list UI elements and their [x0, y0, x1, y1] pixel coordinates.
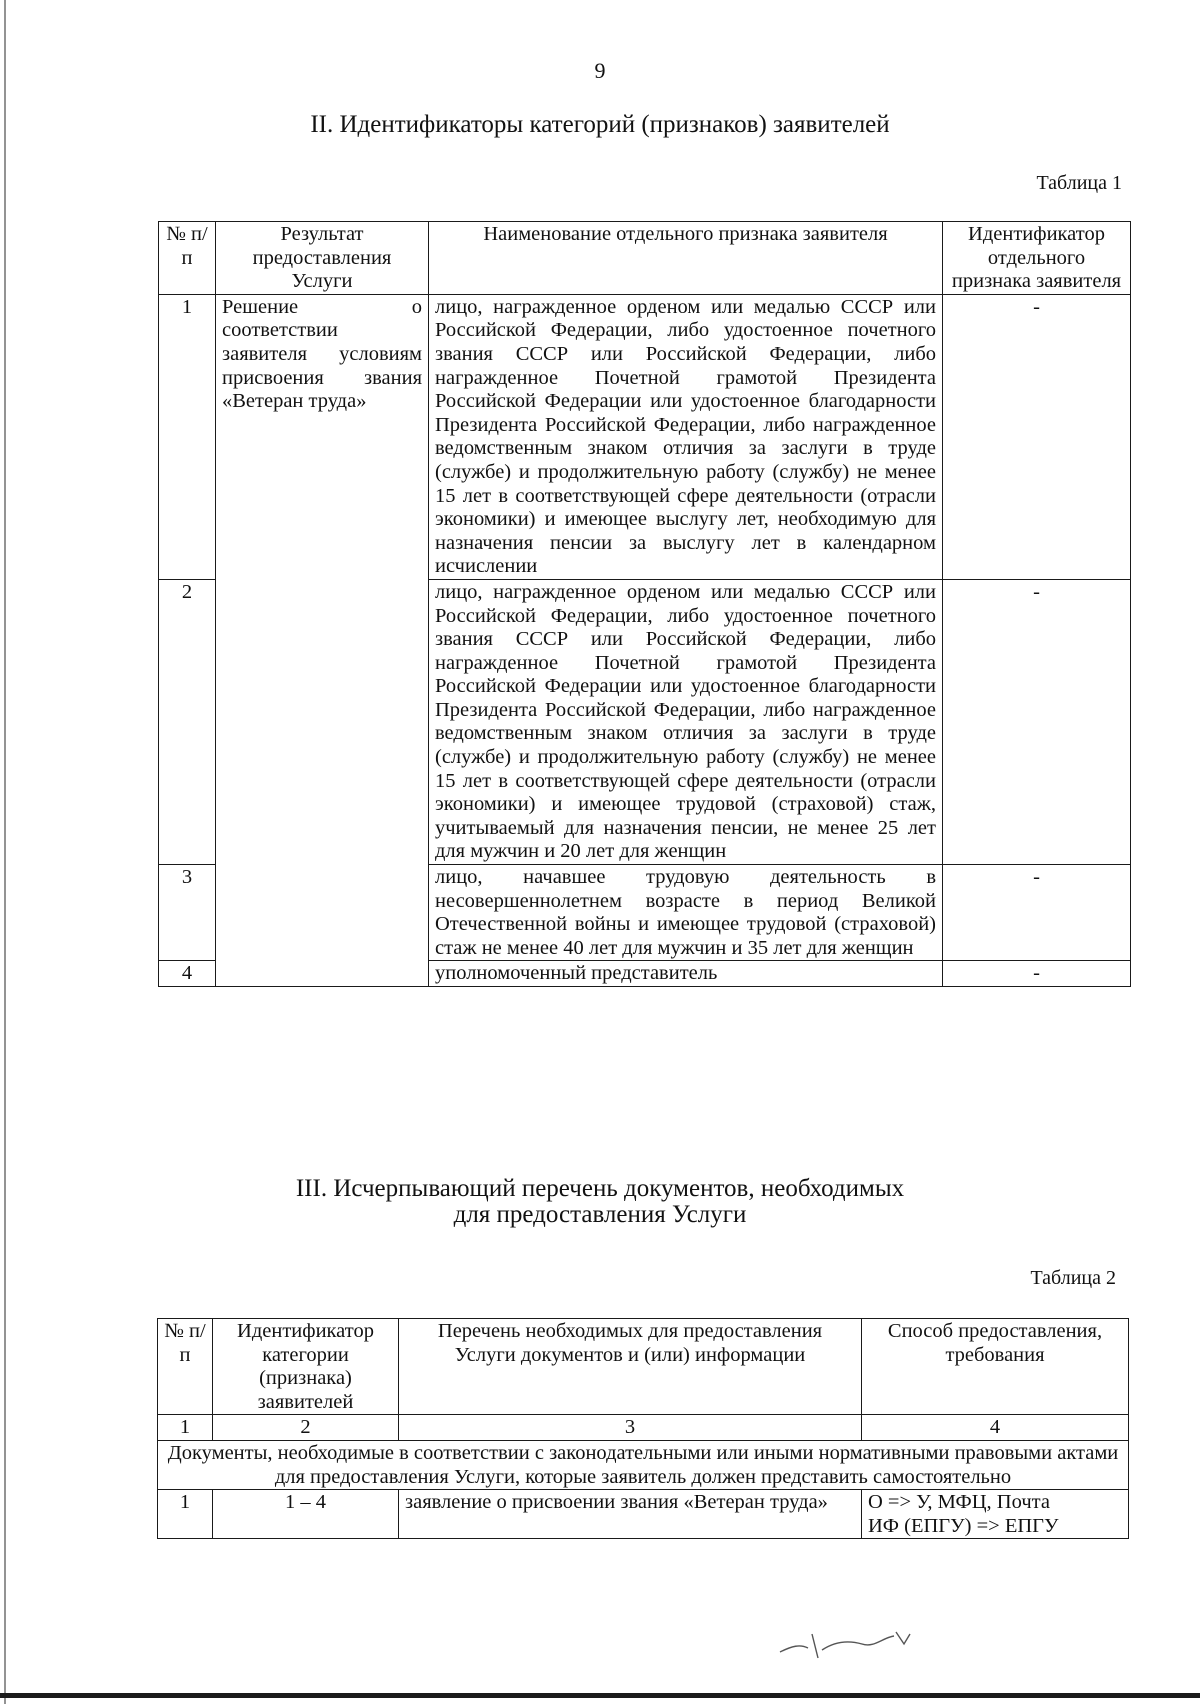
column-number: 1	[158, 1415, 213, 1441]
section-3-title-line-2: для предоставления Услуги	[453, 1201, 747, 1228]
table-2-group-row	[158, 1440, 1129, 1489]
table-2-header-documents: Перечень необходимых для предоставления Услуги документов и (или) информации	[399, 1319, 862, 1415]
feature-identifier: -	[943, 294, 1131, 579]
column-number: 3	[399, 1415, 862, 1441]
row-number: 4	[159, 961, 216, 987]
section-2-title: II. Идентификаторы категорий (признаков) заявителей	[310, 111, 890, 138]
section-3-title	[150, 1176, 1050, 1228]
applicant-feature: лицо, начавшее трудовую деятельность в несовершеннолетнем возрасте в период Великой Отечественной войны и имеющее трудовой (страховой) стаж не менее 40 лет для мужчин и 35 лет для женщин	[429, 865, 943, 961]
table-2-header-category: Идентификатор категории (признака) заявителей	[213, 1319, 399, 1415]
submission-method	[862, 1490, 1129, 1539]
table-2-header-method: Способ предоставления, требования	[862, 1319, 1129, 1415]
row-number: 1	[159, 294, 216, 579]
submission-method-line-1: О => У, МФЦ, Почта	[868, 1491, 1050, 1514]
table-2-column-numbers	[158, 1415, 1129, 1441]
feature-identifier: -	[943, 865, 1131, 961]
document-name: заявление о присвоении звания «Ветеран труда»	[399, 1490, 862, 1539]
row-number: 1	[158, 1490, 213, 1539]
row-number: 3	[159, 865, 216, 961]
submission-method-line-2: ИФ (ЕПГУ) => ЕПГУ	[868, 1514, 1059, 1537]
table-row	[158, 1490, 1129, 1539]
scan-edge-bottom	[0, 1693, 1200, 1698]
feature-identifier: -	[943, 961, 1131, 987]
row-number: 2	[159, 579, 216, 864]
table-2-caption: Таблица 2	[1030, 1267, 1116, 1289]
column-number: 2	[213, 1415, 399, 1441]
applicant-feature: лицо, награжденное орденом или медалью СССР или Российской Федерации, либо удостоенное почетного звания СССР или Российской Федерации, либо награжденное Почетной грамотой Президента Российской Федерации или удостоенное благодарности Президента Российской Федерации, либо награжденное ведомственным знаком отличия за заслуги в труде (службе) и продолжительную работу (службу) не менее 15 лет в соответствующей сфере деятельности (отрасли экономики) и имеющее выслугу лет, необходимую для назначения пенсии за выслугу лет в календарном исчислении	[429, 294, 943, 579]
page-number: 9	[594, 58, 606, 83]
table-1-header-num: № п/п	[159, 222, 216, 295]
column-number: 4	[862, 1415, 1129, 1441]
feature-identifier: -	[943, 579, 1131, 864]
table-1-caption: Таблица 1	[1036, 172, 1122, 194]
result-cell: Решение о соответствии заявителя условиям присвоения звания «Ветеран труда»	[216, 294, 429, 986]
table-1-header-row	[159, 222, 1131, 295]
table-1-header-name: Наименование отдельного признака заявителя	[429, 222, 943, 295]
handwritten-signature	[778, 1622, 928, 1662]
table-2-header-row	[158, 1319, 1129, 1415]
table-row	[159, 294, 1131, 579]
applicant-feature: уполномоченный представитель	[429, 961, 943, 987]
table-1-header-id: Идентификатор отдельного признака заявителя	[943, 222, 1131, 295]
applicant-feature: лицо, награжденное орденом или медалью СССР или Российской Федерации, либо удостоенное почетного звания СССР или Российской Федерации, либо награжденное Почетной грамотой Президента Российской Федерации или удостоенное благодарности Президента Российской Федерации, либо награжденное ведомственным знаком отличия за заслуги в труде (службе) и продолжительную работу (службу) не менее 15 лет в соответствующей сфере деятельности (отрасли экономики) и имеющее трудовой (страховой) стаж, учитываемый для назначения пенсии, не менее 25 лет для мужчин и 20 лет для женщин	[429, 579, 943, 864]
table-2-header-num: № п/п	[158, 1319, 213, 1415]
category-identifier: 1 – 4	[213, 1490, 399, 1539]
section-3-title-line-1: III. Исчерпывающий перечень документов, необходимых	[295, 1175, 905, 1202]
group-heading: Документы, необходимые в соответствии с законодательными или иными нормативными правовыми актами для предоставления Услуги, которые заявитель должен представить самостоятельно	[158, 1440, 1129, 1489]
scan-edge-left	[4, 0, 6, 1704]
table-2	[157, 1318, 1129, 1539]
table-1	[158, 221, 1131, 987]
table-1-header-result: Результат предоставления Услуги	[216, 222, 429, 295]
